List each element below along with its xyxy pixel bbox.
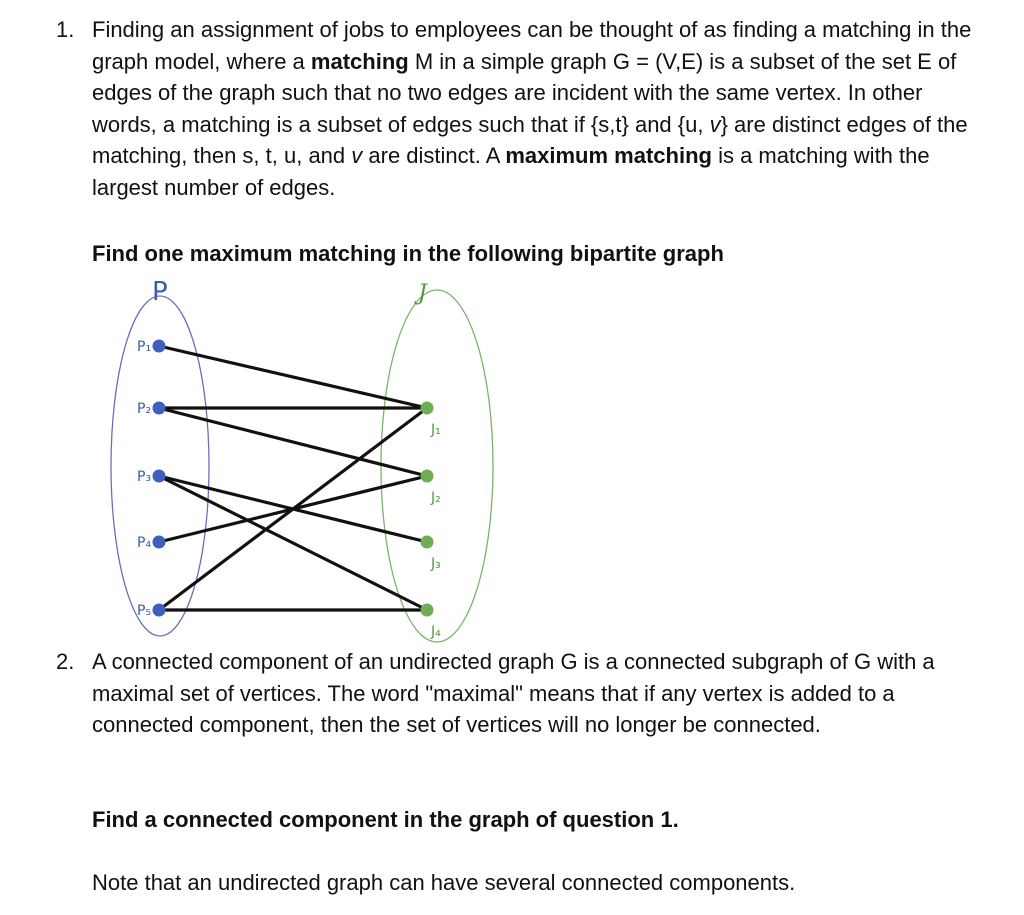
right-set-oval — [381, 290, 493, 642]
q1-text-a: Finding an assignment of jobs to employees can be thought of as finding a matching in the graph model, where a — [92, 17, 972, 74]
right-set-label: J — [418, 281, 427, 306]
q1-term-matching: matching — [310, 48, 409, 74]
q2-text: A connected component of an undirected graph G is a connected subgraph of G with a maximal set of vertices. The word "maximal" means that if any vertex is added to a connected component, then the set of vertices will no longer be connected. — [92, 649, 935, 738]
vertex-j4 — [421, 604, 434, 617]
vertex-p2 — [153, 402, 166, 415]
q1-text-e: } are distinct edges of the matching, then s, t, u, and — [92, 111, 968, 169]
vertex-p1 — [153, 340, 166, 353]
vertex-label-p5: P₅ — [137, 603, 152, 619]
question-2-number: 2. — [56, 649, 75, 674]
question-2-paragraph — [92, 646, 972, 741]
vertex-label-p2: P₂ — [137, 401, 152, 417]
vertex-label-j4: J₄ — [431, 624, 441, 640]
vertex-label-p4: P₄ — [137, 535, 152, 551]
edge-p2-j2 — [159, 408, 427, 476]
q1-text-c: M in a simple graph G = (V,E) is a subset of the set E of edges of the graph such that no two edges are incident with the same vertex. In other words, a matching is a subset of edges such that if {s,t} and {u, — [92, 48, 957, 137]
vertex-label-p3: P₃ — [137, 469, 152, 485]
vertex-p5 — [153, 604, 166, 617]
vertex-label-j2: J₂ — [431, 490, 441, 506]
vertex-p3 — [153, 470, 166, 483]
edge-p5-j1 — [159, 408, 427, 610]
edge-p1-j1 — [159, 346, 427, 408]
q1-text-i: is a matching with the largest number of edges. — [92, 143, 930, 200]
q1-var-v1: v — [709, 111, 721, 137]
left-set-label: P — [152, 277, 168, 307]
question-1-task: Find one maximum matching in the following bipartite graph — [92, 241, 724, 266]
vertex-j2 — [421, 470, 434, 483]
question-1-number: 1. — [56, 17, 75, 42]
vertex-j3 — [421, 536, 434, 549]
q1-var-v2: v — [351, 143, 363, 169]
vertex-j1 — [421, 402, 434, 415]
vertex-p4 — [153, 536, 166, 549]
question-1-paragraph — [92, 14, 972, 204]
q1-text-g: are distinct. A — [362, 143, 506, 169]
vertex-label-p1: P₁ — [137, 339, 152, 355]
bipartite-graph — [100, 270, 500, 650]
vertex-label-j1: J₁ — [431, 422, 441, 438]
question-2-note: Note that an undirected graph can have several connected components. — [92, 870, 796, 895]
question-2-task: Find a connected component in the graph of question 1. — [92, 807, 679, 832]
vertex-label-j3: J₃ — [431, 556, 441, 572]
q1-term-maximum-matching: maximum matching — [505, 143, 712, 169]
